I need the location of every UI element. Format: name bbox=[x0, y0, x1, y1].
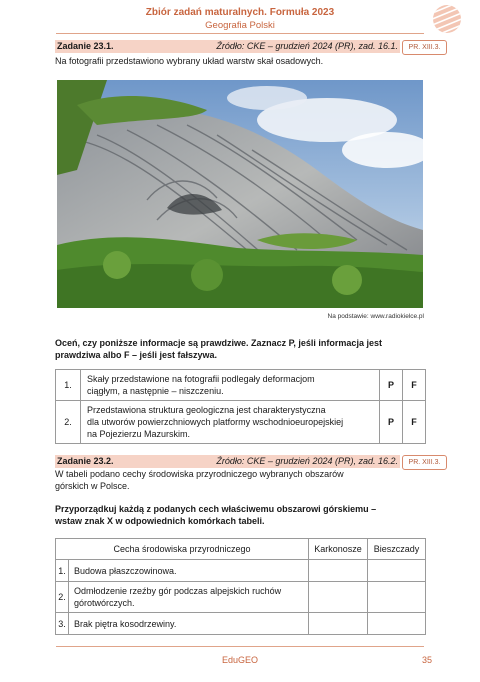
true-false-table bbox=[55, 369, 426, 444]
edugeo-logo-icon bbox=[432, 4, 462, 34]
photo-caption: Na podstawie: www.radiokielce.pl bbox=[327, 313, 424, 320]
matching-table bbox=[55, 538, 426, 635]
instruction-line: prawdziwa albo F – jeśli jest fałszywa. bbox=[55, 350, 218, 360]
task-instruction bbox=[55, 337, 382, 361]
statement-line: ciągłym, a następnie – niszczeniu. bbox=[87, 386, 224, 396]
table-row bbox=[56, 582, 426, 613]
answer-cell-karkonosze[interactable] bbox=[309, 560, 368, 582]
row-number: 2. bbox=[56, 401, 81, 444]
answer-cell-karkonosze[interactable] bbox=[309, 582, 368, 613]
instruction-line: Przyporządkuj każdą z podanych cech właściwemu obszarowi górskiemu – bbox=[55, 504, 377, 514]
feature-cell bbox=[69, 582, 309, 613]
feature-line: Odmłodzenie rzeźby gór podczas alpejskich ruchów bbox=[74, 586, 282, 596]
feature-line: górotwórczych. bbox=[74, 598, 135, 608]
table-row bbox=[56, 370, 426, 401]
task-source: Źródło: CKE – grudzień 2024 (PR), zad. 16.2. bbox=[216, 456, 398, 466]
intro-line: W tabeli podano cechy środowiska przyrodniczego wybranych obszarów bbox=[55, 469, 344, 479]
row-number: 1. bbox=[56, 370, 81, 401]
answer-true-option[interactable]: P bbox=[380, 401, 403, 444]
footer-divider bbox=[56, 646, 424, 647]
column-header-bieszczady: Bieszczady bbox=[368, 539, 426, 560]
requirement-badge: PR. XIII.3. bbox=[402, 40, 447, 55]
statement-cell bbox=[81, 370, 380, 401]
feature-cell bbox=[69, 613, 309, 635]
page-number: 35 bbox=[421, 655, 432, 665]
statement-line: Przedstawiona struktura geologiczna jest charakterystyczna bbox=[87, 405, 326, 415]
feature-cell bbox=[69, 560, 309, 582]
answer-cell-bieszczady[interactable] bbox=[368, 560, 426, 582]
requirement-badge: PR. XIII.3. bbox=[402, 455, 447, 470]
column-header-feature: Cecha środowiska przyrodniczego bbox=[56, 539, 309, 560]
answer-false-option[interactable]: F bbox=[403, 401, 426, 444]
column-header-karkonosze: Karkonosze bbox=[309, 539, 368, 560]
book-title: Zbiór zadań maturalnych. Formuła 2023 bbox=[145, 7, 335, 18]
task-header-bar bbox=[55, 455, 400, 468]
answer-cell-bieszczady[interactable] bbox=[368, 582, 426, 613]
task-source: Źródło: CKE – grudzień 2024 (PR), zad. 16.1. bbox=[216, 41, 398, 51]
table-row bbox=[56, 613, 426, 635]
row-number: 1. bbox=[56, 560, 69, 582]
feature-line: Brak piętra kosodrzewiny. bbox=[74, 618, 177, 629]
intro-line: górskich w Polsce. bbox=[55, 481, 130, 491]
statement-line: Skały przedstawione na fotografii podlegały deformacjom bbox=[87, 374, 315, 384]
answer-true-option[interactable]: P bbox=[380, 370, 403, 401]
instruction-line: Oceń, czy poniższe informacje są prawdziwe. Zaznacz P, jeśli informacja jest bbox=[55, 338, 382, 348]
task-number: Zadanie 23.1. bbox=[57, 41, 114, 51]
task-instruction bbox=[55, 503, 376, 527]
row-number: 3. bbox=[56, 613, 69, 635]
table-header-row bbox=[56, 539, 426, 560]
task-intro: Na fotografii przedstawiono wybrany układ warstw skał osadowych. bbox=[55, 56, 324, 66]
answer-cell-bieszczady[interactable] bbox=[368, 613, 426, 635]
answer-cell-karkonosze[interactable] bbox=[309, 613, 368, 635]
answer-false-option[interactable]: F bbox=[403, 370, 426, 401]
statement-line: dla utworów powierzchniowych platformy wschodnioeuropejskiej bbox=[87, 417, 344, 427]
footer-brand: EduGEO bbox=[221, 655, 259, 665]
task-intro bbox=[55, 468, 344, 492]
book-subtitle: Geografia Polski bbox=[205, 20, 275, 31]
task-header-bar bbox=[55, 40, 400, 53]
header-divider bbox=[56, 33, 424, 34]
rock-layers-photo bbox=[57, 80, 423, 308]
instruction-line: wstaw znak X w odpowiednich komórkach tabeli. bbox=[55, 516, 265, 526]
statement-cell bbox=[81, 401, 380, 444]
row-number: 2. bbox=[56, 582, 69, 613]
statement-line: na Pojezierzu Mazurskim. bbox=[87, 429, 191, 439]
table-row bbox=[56, 560, 426, 582]
feature-line: Budowa płaszczowinowa. bbox=[74, 565, 177, 576]
table-row bbox=[56, 401, 426, 444]
task-number: Zadanie 23.2. bbox=[57, 456, 114, 466]
